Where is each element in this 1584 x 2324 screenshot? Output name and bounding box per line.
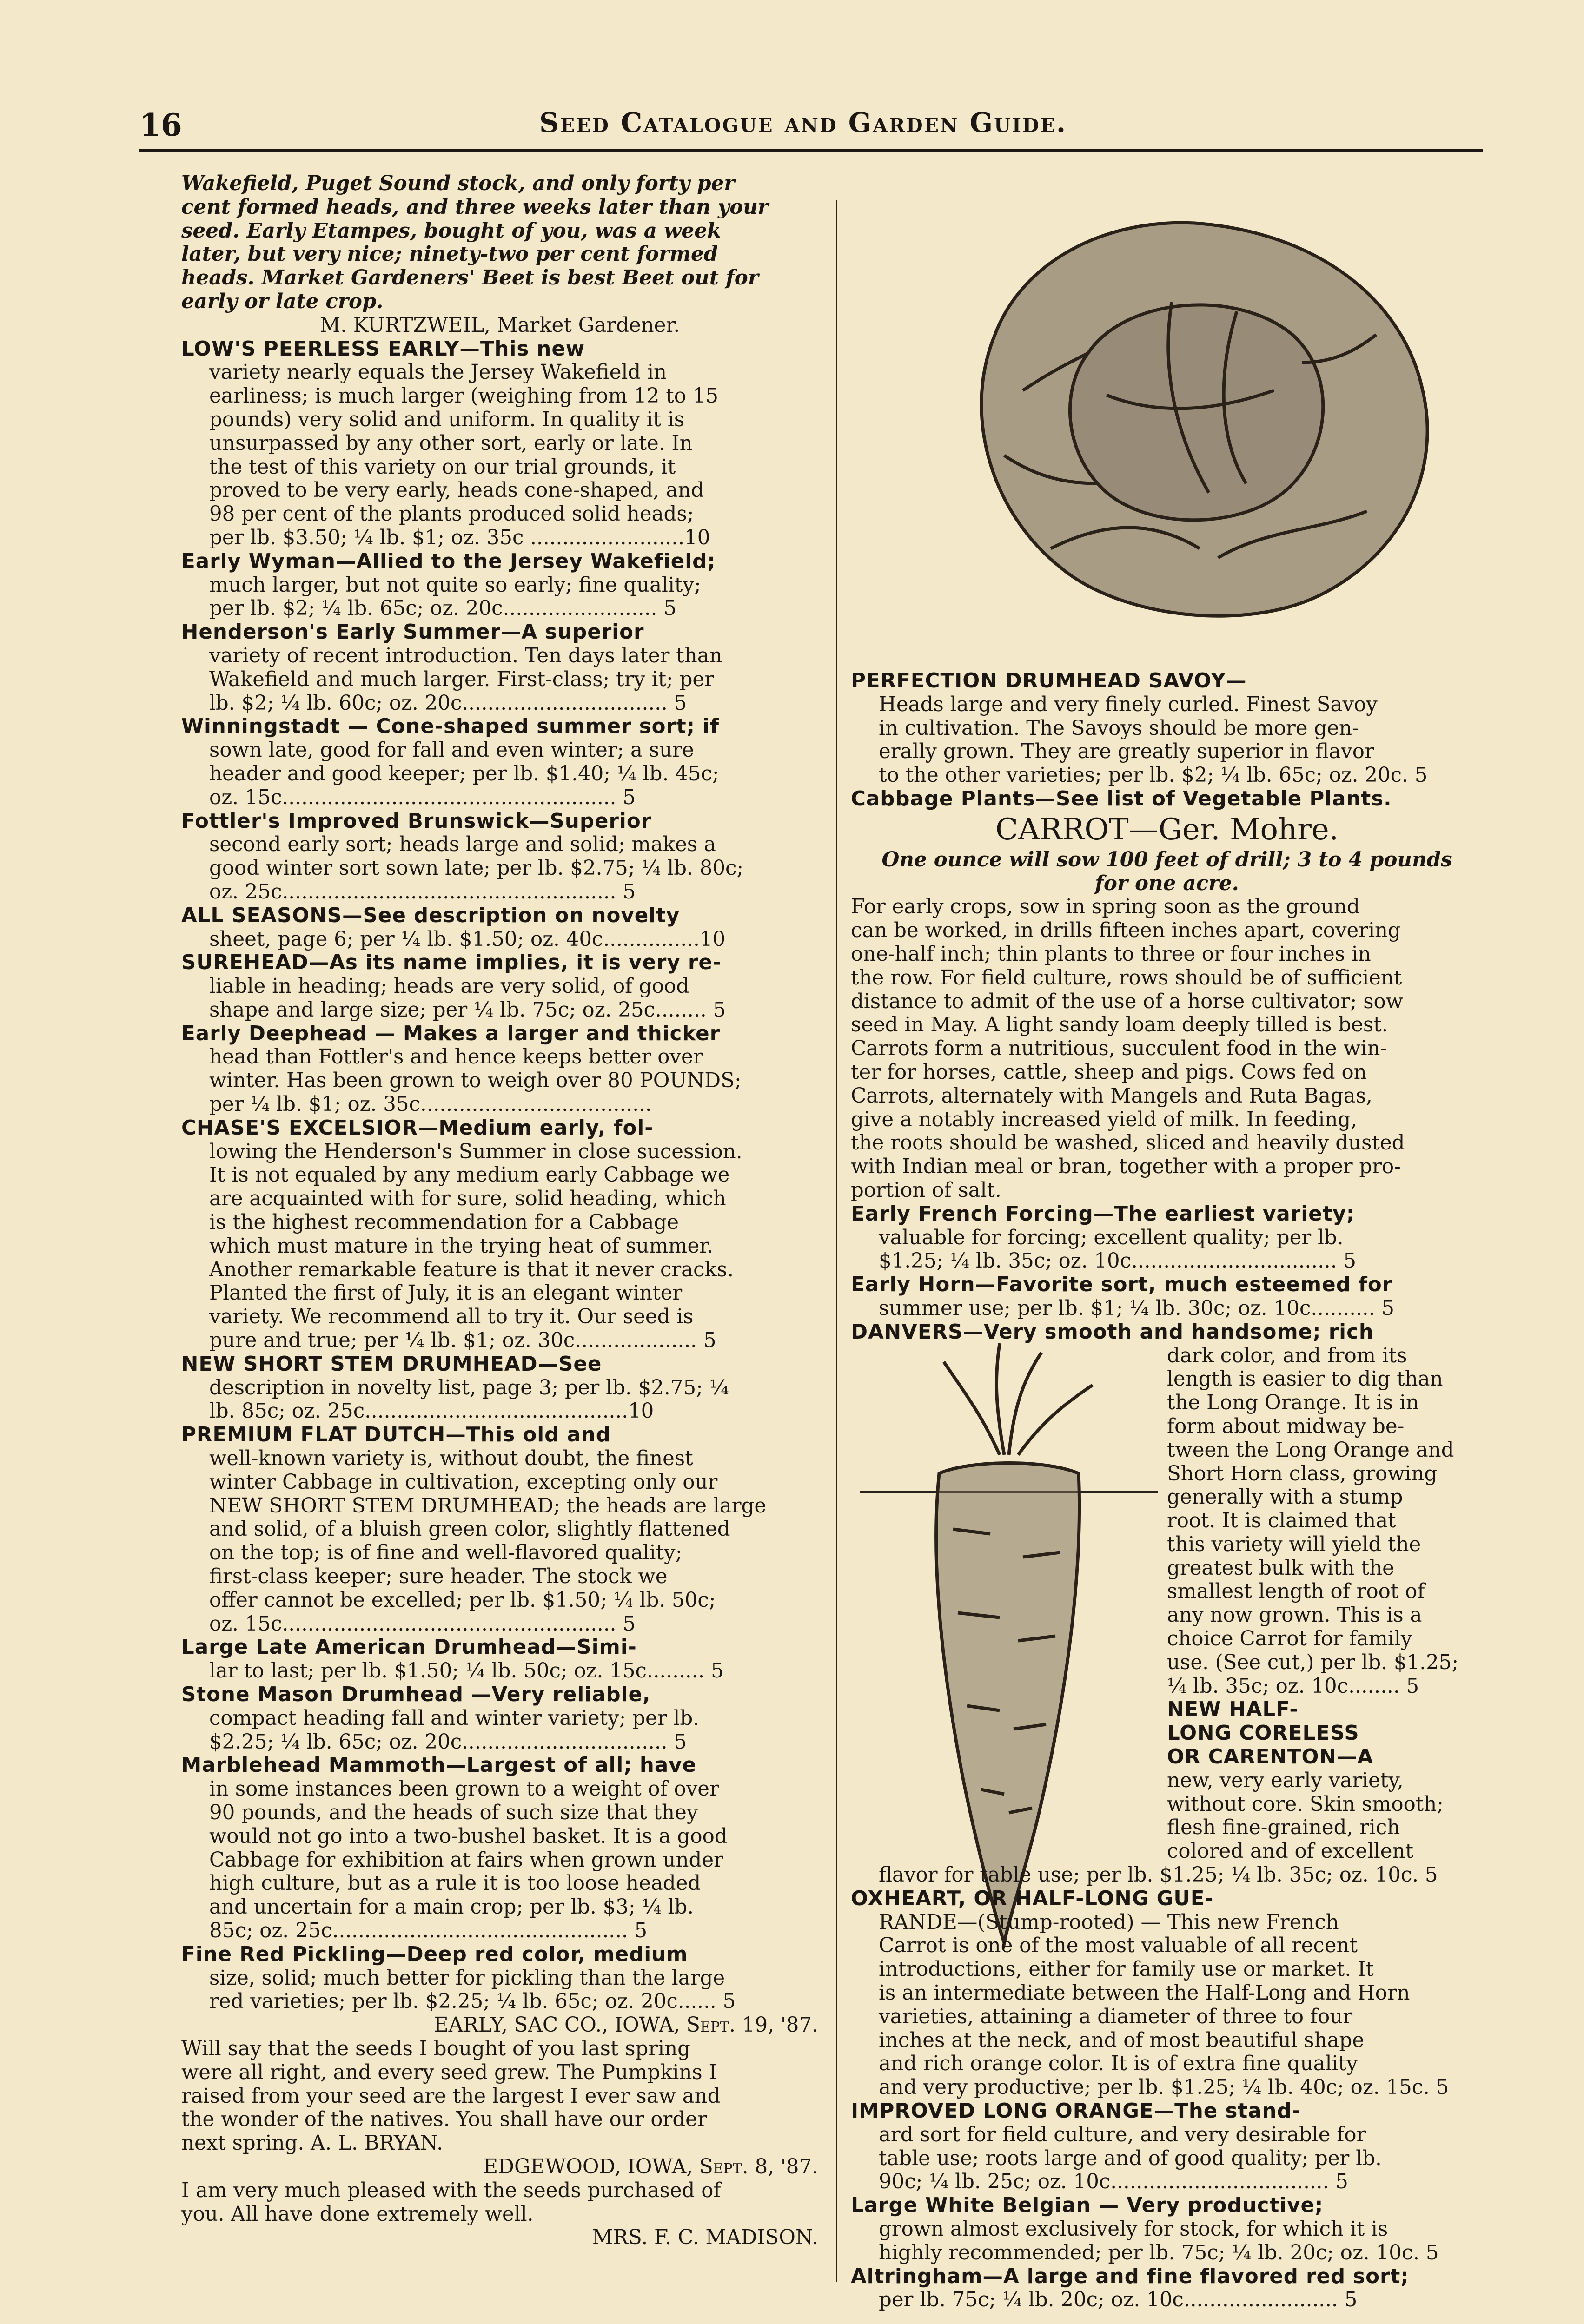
- testimonial-text: Will say that the seeds I bought of you last spring: [181, 2037, 690, 2060]
- variety-text: variety nearly equals the Jersey Wakefield in: [209, 361, 667, 384]
- running-title: Seed Catalogue and Garden Guide.: [539, 107, 1067, 139]
- variety-price: highly recommended; per lb. 75c; ¼ lb. 20c; oz. 10c. 5: [879, 2241, 1439, 2265]
- variety-price: shape and large size; per ¼ lb. 75c; oz. 25c........ 5: [209, 998, 726, 1022]
- sowing-rate: One ounce will sow 100 feet of drill; 3 to 4 pounds: [881, 848, 1452, 872]
- variety-text: colored and of excellent: [1167, 1840, 1414, 1863]
- testimonial-text: Wakefield, Puget Sound stock, and only forty per: [181, 172, 735, 195]
- variety-text: grown almost exclusively for stock, for which it is: [879, 2218, 1388, 2241]
- variety-text: valuable for forcing; excellent quality; per lb.: [879, 1226, 1344, 1249]
- variety-text: well-known variety is, without doubt, the finest: [209, 1447, 693, 1471]
- variety-price: per lb. 75c; ¼ lb. 20c; oz. 10c........................ 5: [879, 2288, 1358, 2312]
- variety-text: Carrot is one of the most valuable of all recent: [879, 1934, 1358, 1958]
- variety-text: first-class keeper; sure header. The stock we: [209, 1565, 668, 1589]
- variety-price: $1.25; ¼ lb. 35c; oz. 10c................................ 5: [879, 1249, 1357, 1273]
- variety-price: $2.25; ¼ lb. 65c; oz. 20c................................ 5: [209, 1730, 687, 1754]
- variety-text: winter Cabbage in cultivation, excepting only our: [209, 1470, 718, 1494]
- sowing-rate: for one acre.: [1095, 872, 1239, 895]
- variety-text: introductions, either for family use or market. It: [879, 1958, 1374, 1981]
- variety-text: earliness; is much larger (weighing from 12 to 15: [209, 384, 719, 408]
- variety-text: Wakefield and much larger. First-class; try it; per: [209, 667, 714, 691]
- variety-entry: Fine Red Pickling—Deep red color, medium: [181, 1942, 688, 1966]
- variety-text: head than Fottler's and hence keeps better over: [209, 1045, 703, 1069]
- testimonial-text: heads. Market Gardeners' Beet is best Beet out for: [181, 266, 759, 290]
- variety-entry: DANVERS—Very smooth and handsome; rich: [851, 1320, 1374, 1344]
- culture-text: For early crops, sow in spring soon as the ground: [851, 895, 1360, 919]
- culture-text: can be worked, in drills fifteen inches apart, covering: [851, 919, 1401, 943]
- variety-text: variety. We recommend all to try it. Our seed is: [209, 1305, 694, 1329]
- variety-text: is the highest recommendation for a Cabbage: [209, 1211, 679, 1235]
- page-number: 16: [139, 107, 182, 143]
- variety-text: second early sort; heads large and solid; makes a: [209, 833, 716, 857]
- variety-entry: Altringham—A large and fine flavored red sort;: [851, 2265, 1409, 2288]
- variety-text: is an intermediate between the Half-Long and Horn: [879, 1981, 1410, 2005]
- variety-price: oz. 25c.................................................... 5: [209, 880, 636, 904]
- culture-text: the roots should be washed, sliced and heavily dusted: [851, 1131, 1405, 1155]
- variety-text: size, solid; much better for pickling than the large: [209, 1966, 725, 1990]
- variety-text: this variety will yield the: [1167, 1532, 1421, 1556]
- culture-text: seed in May. A light sandy loam deeply tilled is best.: [851, 1013, 1388, 1037]
- culture-text: the row. For field culture, rows should be of sufficient: [851, 966, 1402, 990]
- variety-entry: Early French Forcing—The earliest variety;: [851, 1202, 1355, 1226]
- variety-text: high culture, but as a rule it is too loose headed: [209, 1872, 701, 1895]
- variety-text: header and good keeper; per lb. $1.40; ¼ lb. 45c;: [209, 762, 719, 786]
- header-rule: [139, 149, 1483, 152]
- variety-text: Heads large and very finely curled. Finest Savoy: [879, 693, 1378, 716]
- testimonial-dateline: EDGEWOOD, IOWA, Sept. 8, '87.: [483, 2155, 818, 2179]
- variety-price: 85c; oz. 25c.............................................. 5: [209, 1919, 648, 1942]
- variety-entry: Cabbage Plants—See list of Vegetable Plants.: [851, 787, 1392, 811]
- variety-entry: Henderson's Early Summer—A superior: [181, 621, 644, 644]
- variety-text: unsurpassed by any other sort, early or late. In: [209, 431, 693, 455]
- variety-text: would not go into a two-bushel basket. It is a good: [209, 1824, 728, 1848]
- variety-text: description in novelty list, page 3; per lb. $2.75; ¼: [209, 1376, 729, 1400]
- variety-entry: Large Late American Drumhead—Simi-: [181, 1636, 637, 1659]
- variety-text: tween the Long Orange and: [1167, 1438, 1454, 1462]
- variety-text: which must mature in the trying heat of summer.: [209, 1234, 714, 1258]
- variety-text: much larger, but not quite so early; fine quality;: [209, 573, 701, 597]
- testimonial-text: were all right, and every seed grew. The Pumpkins I: [181, 2060, 717, 2084]
- variety-text: and solid, of a bluish green color, slightly flattened: [209, 1518, 730, 1541]
- variety-text: are acquainted with for sure, solid heading, which: [209, 1187, 726, 1211]
- cabbage-illustration: [911, 195, 1478, 660]
- variety-price: oz. 15c.................................................... 5: [209, 786, 636, 809]
- variety-entry: Early Wyman—Allied to the Jersey Wakefield;: [181, 549, 716, 573]
- variety-price: and very productive; per lb. $1.25; ¼ lb. 40c; oz. 15c. 5: [879, 2076, 1449, 2100]
- variety-text: inches at the neck, and of most beautiful shape: [879, 2028, 1365, 2052]
- variety-entry: LOW'S PEERLESS EARLY—This new: [181, 337, 585, 361]
- variety-price: red varieties; per lb. $2.25; ¼ lb. 65c; oz. 20c...... 5: [209, 1990, 736, 2014]
- variety-entry: Winningstadt — Cone-shaped summer sort; if: [181, 715, 720, 739]
- culture-text: with Indian meal or bran, together with a proper pro-: [851, 1155, 1401, 1179]
- testimonial-text: seed. Early Etampes, bought of you, was a week: [181, 219, 722, 243]
- variety-entry: CHASE'S EXCELSIOR—Medium early, fol-: [181, 1116, 654, 1140]
- variety-entry: Stone Mason Drumhead —Very reliable,: [181, 1683, 651, 1706]
- variety-text: root. It is claimed that: [1167, 1509, 1396, 1533]
- variety-text: lowing the Henderson's Summer in close sucession.: [209, 1140, 742, 1163]
- variety-text: use. (See cut,) per lb. $1.25;: [1167, 1651, 1459, 1674]
- culture-text: one-half inch; thin plants to three or four inches in: [851, 942, 1371, 966]
- variety-text: winter. Has been grown to weigh over 80 POUNDS;: [209, 1069, 742, 1093]
- testimonial-text: you. All have done extremely well.: [181, 2202, 534, 2226]
- variety-text: 90 pounds, and the heads of such size that they: [209, 1801, 698, 1824]
- page-header: [139, 88, 1483, 158]
- testimonial-signature: MRS. F. C. MADISON.: [592, 2226, 818, 2250]
- variety-text: NEW SHORT STEM DRUMHEAD; the heads are large: [209, 1494, 767, 1518]
- variety-entry: NEW HALF-: [1167, 1698, 1299, 1722]
- variety-text: the Long Orange. It is in: [1167, 1391, 1419, 1415]
- variety-text: dark color, and from its: [1167, 1344, 1407, 1367]
- variety-text: form about midway be-: [1167, 1414, 1405, 1438]
- variety-price: ¼ lb. 35c; oz. 10c........ 5: [1167, 1674, 1419, 1698]
- testimonial-text: later, but very nice; ninety-two per cent formed: [181, 243, 718, 266]
- variety-text: generally with a stump: [1167, 1486, 1403, 1509]
- variety-text: compact heading fall and winter variety; per lb.: [209, 1706, 700, 1730]
- variety-entry: Early Horn—Favorite sort, much esteemed for: [851, 1273, 1393, 1297]
- testimonial-text: early or late crop.: [181, 290, 384, 313]
- culture-text: Carrots form a nutritious, succulent food in the win-: [851, 1037, 1387, 1061]
- variety-text: liable in heading; heads are very solid, of good: [209, 975, 689, 998]
- variety-text: sown late, good for fall and even winter; a sure: [209, 739, 694, 762]
- culture-text: portion of salt.: [851, 1178, 1001, 1202]
- variety-text: erally grown. They are greatly superior in flavor: [879, 740, 1374, 764]
- section-heading-carrot: CARROT—Ger. Mohre.: [995, 812, 1339, 847]
- variety-price: pure and true; per ¼ lb. $1; oz. 30c................... 5: [209, 1329, 716, 1353]
- variety-text: It is not equaled by any medium early Cabbage we: [209, 1163, 730, 1187]
- variety-text: Short Horn class, growing: [1167, 1462, 1438, 1486]
- variety-text: on the top; is of fine and well-flavored quality;: [209, 1541, 683, 1565]
- variety-price: lb. $2; ¼ lb. 60c; oz. 20c................................ 5: [209, 691, 687, 715]
- variety-entry: OR CARENTON—A: [1167, 1745, 1374, 1769]
- variety-price: lb. 85c; oz. 25c.........................................10: [209, 1400, 654, 1423]
- variety-text: proved to be very early, heads cone-shaped, and: [209, 479, 704, 502]
- testimonial-text: raised from your seed are the largest I ever saw and: [181, 2084, 721, 2108]
- variety-text: smallest length of root of: [1167, 1580, 1425, 1604]
- variety-text: new, very early variety,: [1167, 1769, 1404, 1792]
- variety-text: flesh fine-grained, rich: [1167, 1816, 1400, 1840]
- culture-text: give a notably increased yield of milk. In feeding,: [851, 1108, 1358, 1131]
- variety-price: 90c; ¼ lb. 25c; oz. 10c.................................. 5: [879, 2170, 1348, 2194]
- variety-entry: PERFECTION DRUMHEAD SAVOY—: [851, 669, 1247, 693]
- variety-price: per lb. $3.50; ¼ lb. $1; oz. 35c ........................10: [209, 526, 710, 549]
- variety-price: lar to last; per lb. $1.50; ¼ lb. 50c; oz. 15c......... 5: [209, 1659, 724, 1683]
- variety-text: good winter sort sown late; per lb. $2.75; ¼ lb. 80c;: [209, 857, 744, 880]
- variety-entry: SUREHEAD—As its name implies, it is very re-: [181, 951, 722, 975]
- variety-text: choice Carrot for family: [1167, 1627, 1412, 1651]
- variety-entry: ALL SEASONS—See description on novelty: [181, 904, 680, 927]
- variety-price: flavor for table use; per lb. $1.25; ¼ lb. 35c; oz. 10c. 5: [879, 1863, 1438, 1887]
- variety-text: Cabbage for exhibition at fairs when grown under: [209, 1848, 723, 1872]
- variety-text: without core. Skin smooth;: [1167, 1792, 1444, 1816]
- variety-text: varieties, attaining a diameter of three to four: [879, 2005, 1353, 2028]
- testimonial-text: cent formed heads, and three weeks later than your: [181, 195, 769, 219]
- culture-text: distance to admit of the use of a horse cultivator; sow: [851, 990, 1403, 1013]
- variety-text: variety of recent introduction. Ten days later than: [209, 644, 722, 667]
- left-column: [181, 172, 818, 2250]
- variety-text: in cultivation. The Savoys should be more gen-: [879, 716, 1359, 740]
- variety-price: per lb. $2; ¼ lb. 65c; oz. 20c........................ 5: [209, 597, 676, 621]
- variety-entry: Early Deephead — Makes a larger and thicker: [181, 1022, 721, 1045]
- variety-price: oz. 15c.................................................... 5: [209, 1612, 636, 1636]
- testimonial-text: next spring. A. L. BRYAN.: [181, 2132, 443, 2155]
- column-divider: [836, 200, 837, 2282]
- testimonial-text: I am very much pleased with the seeds purchased of: [181, 2179, 721, 2202]
- variety-text: pounds) very solid and uniform. In quality it is: [209, 408, 685, 431]
- variety-entry: NEW SHORT STEM DRUMHEAD—See: [181, 1352, 602, 1376]
- variety-text: Another remarkable feature is that it never cracks.: [209, 1258, 734, 1281]
- variety-price: sheet, page 6; per ¼ lb. $1.50; oz. 40c...............10: [209, 927, 726, 951]
- variety-text: 98 per cent of the plants produced solid heads;: [209, 502, 694, 526]
- variety-text: Planted the first of July, it is an elegant winter: [209, 1281, 683, 1305]
- variety-text: and uncertain for a main crop; per lb. $3; ¼ lb.: [209, 1895, 694, 1919]
- testimonial-text: the wonder of the natives. You shall have our order: [181, 2108, 707, 2132]
- variety-entry: IMPROVED LONG ORANGE—The stand-: [851, 2100, 1301, 2123]
- variety-text: and rich orange color. It is of extra fine quality: [879, 2052, 1358, 2076]
- variety-text: the test of this variety on our trial grounds, it: [209, 455, 676, 479]
- variety-text: length is easier to dig than: [1167, 1367, 1443, 1391]
- culture-text: ter for horses, cattle, sheep and pigs. Cows fed on: [851, 1060, 1367, 1084]
- variety-price: summer use; per lb. $1; ¼ lb. 30c; oz. 10c.......... 5: [879, 1296, 1395, 1320]
- variety-entry: Large White Belgian — Very productive;: [851, 2194, 1324, 2218]
- variety-text: RANDE—(Stump-rooted) — This new French: [879, 1910, 1339, 1934]
- variety-entry: Marblehead Mammoth—Largest of all; have: [181, 1754, 697, 1777]
- variety-price: per ¼ lb. $1; oz. 35c....................................: [209, 1093, 652, 1116]
- variety-entry: PREMIUM FLAT DUTCH—This old and: [181, 1423, 611, 1447]
- variety-text: any now grown. This is a: [1167, 1604, 1422, 1627]
- variety-text: table use; roots large and of good quality; per lb.: [879, 2146, 1382, 2170]
- testimonial-signature: M. KURTZWEIL, Market Gardener.: [319, 313, 680, 337]
- variety-text: greatest bulk with the: [1167, 1556, 1394, 1580]
- right-column: [851, 669, 1483, 2312]
- variety-text: offer cannot be excelled; per lb. $1.50; ¼ lb. 50c;: [209, 1588, 716, 1612]
- testimonial-dateline: EARLY, SAC CO., IOWA, Sept. 19, '87.: [433, 2014, 818, 2037]
- culture-text: Carrots, alternately with Mangels and Ruta Bagas,: [851, 1084, 1372, 1108]
- variety-entry: Fottler's Improved Brunswick—Superior: [181, 809, 652, 833]
- variety-entry: OXHEART, OR HALF-LONG GUE-: [851, 1887, 1214, 1910]
- variety-text: ard sort for field culture, and very desirable for: [879, 2123, 1366, 2146]
- variety-price: to the other varieties; per lb. $2; ¼ lb. 65c; oz. 20c. 5: [879, 764, 1428, 787]
- variety-text: in some instances been grown to a weight of over: [209, 1777, 719, 1801]
- variety-entry: LONG CORELESS: [1167, 1722, 1359, 1745]
